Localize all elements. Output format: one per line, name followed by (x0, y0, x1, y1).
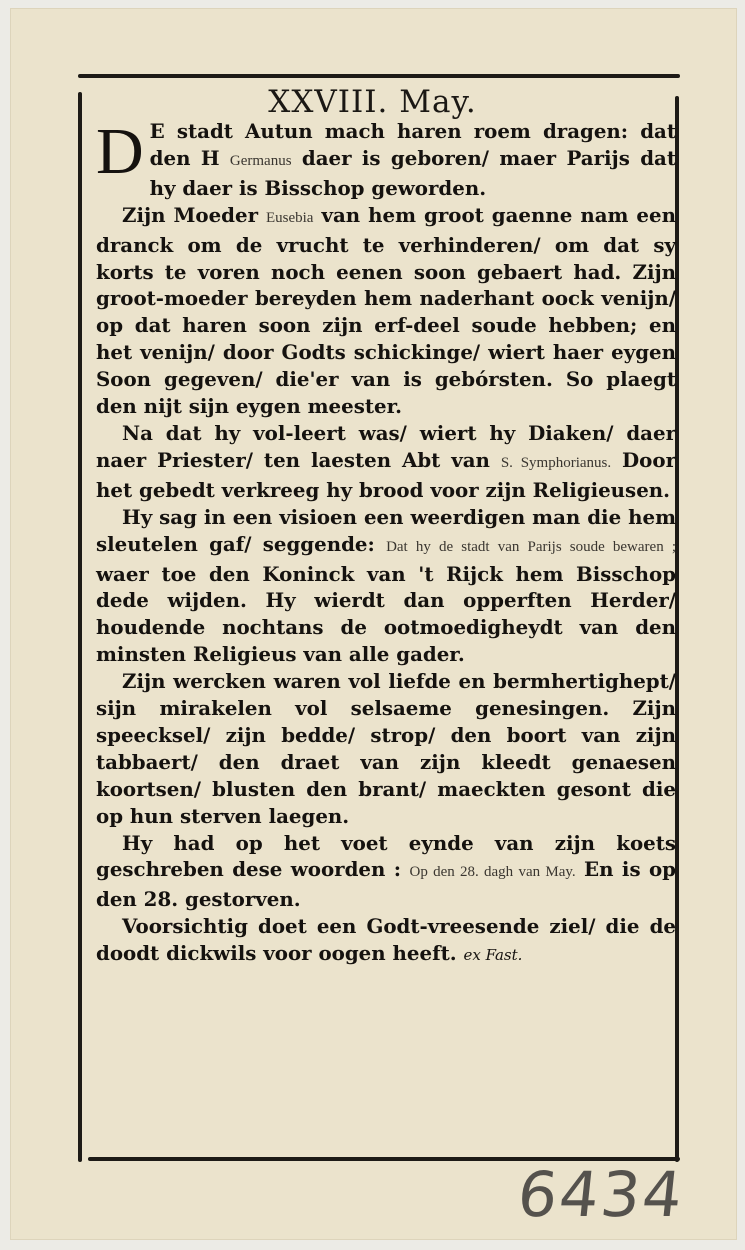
text-run: En is op den 28. gestorven. (96, 857, 677, 912)
paragraph-4 (96, 504, 676, 668)
paragraph-6 (96, 830, 676, 914)
text-run: Op den 28. dagh van May. (409, 864, 576, 881)
paragraph-5 (96, 668, 676, 829)
text-run: daer is geboren/ maer Parijs dat hy daer is Bisschop geworden. (149, 145, 676, 200)
paragraph-7 (96, 913, 676, 969)
text-run: S. Symphorianus. (500, 454, 612, 471)
text-run: Germanus (229, 152, 292, 169)
paragraph-2 (96, 202, 676, 420)
paragraph-3 (96, 420, 676, 504)
left-border-rule (78, 92, 82, 1162)
text-run: waer toe den Koninck van 't Rijck hem Bisschop dede wijden. Hy wierdt dan opperften Herder/ houdende nochtans de ootmoedigheydt van den minsten Religieus van alle gader. (96, 561, 676, 667)
text-run: Voorsichtig doet een Godt-vreesende ziel/ die de doodt dickwils voor oogen heeft. (96, 914, 676, 966)
text-run: Na dat hy vol-leert was/ wiert hy Diaken/ daer naer Priester/ ten laesten Abt van (96, 420, 676, 472)
text-run: E stadt Autun mach haren roem dragen: dat den H (149, 119, 676, 170)
text-run: Zijn Moeder (122, 202, 266, 227)
text-run: Dat hy de stadt van Parijs soude bewaren ; (386, 538, 676, 555)
text-run: Hy had op het voet eynde van zijn koets geschreben dese woorden : (96, 830, 676, 882)
drop-cap: D (96, 115, 144, 188)
paragraph-1-text (150, 119, 676, 200)
document-title: XXVIII. May. (268, 84, 477, 120)
text-run: Eusebia (265, 209, 314, 226)
text-run: ex Fast. (463, 946, 523, 965)
text-run: van hem groot gaenne nam een dranck om de vrucht te verhinderen/ om dat sy korts te voren noch eenen soon gebaert had. Zijn groot-moeder bereyden hem naderhant oock venijn/ op dat haren soon zijn erf-deel soude hebben; en het venijn/ door Godts schickinge/ wiert haer eygen Soon gegeven/ die'er van is gebórsten. So plaegt den nijt sijn eygen meester. (96, 202, 676, 419)
text-run: Door het gebedt verkreeg hy brood voor zijn Religieusen. (96, 447, 676, 502)
catalog-number: 6434 (514, 1158, 688, 1231)
document-body (96, 115, 677, 969)
text-run: Zijn wercken waren vol liefde en bermhertighept/ sijn mirakelen vol selsaeme genesingen. Zijn speecksel/ zijn bedde/ strop/ den boort van zijn tabbaert/ den draet van zijn kleedt genaesen koortsen/ blusten den brant/ maeckten gesont die op hun sterven laegen. (96, 669, 676, 828)
top-border-rule (78, 74, 680, 78)
text-run: Hy sag in een visioen een weerdigen man die hem sleutelen gaf/ seggende: (96, 504, 676, 556)
paragraph-1 (96, 115, 676, 202)
